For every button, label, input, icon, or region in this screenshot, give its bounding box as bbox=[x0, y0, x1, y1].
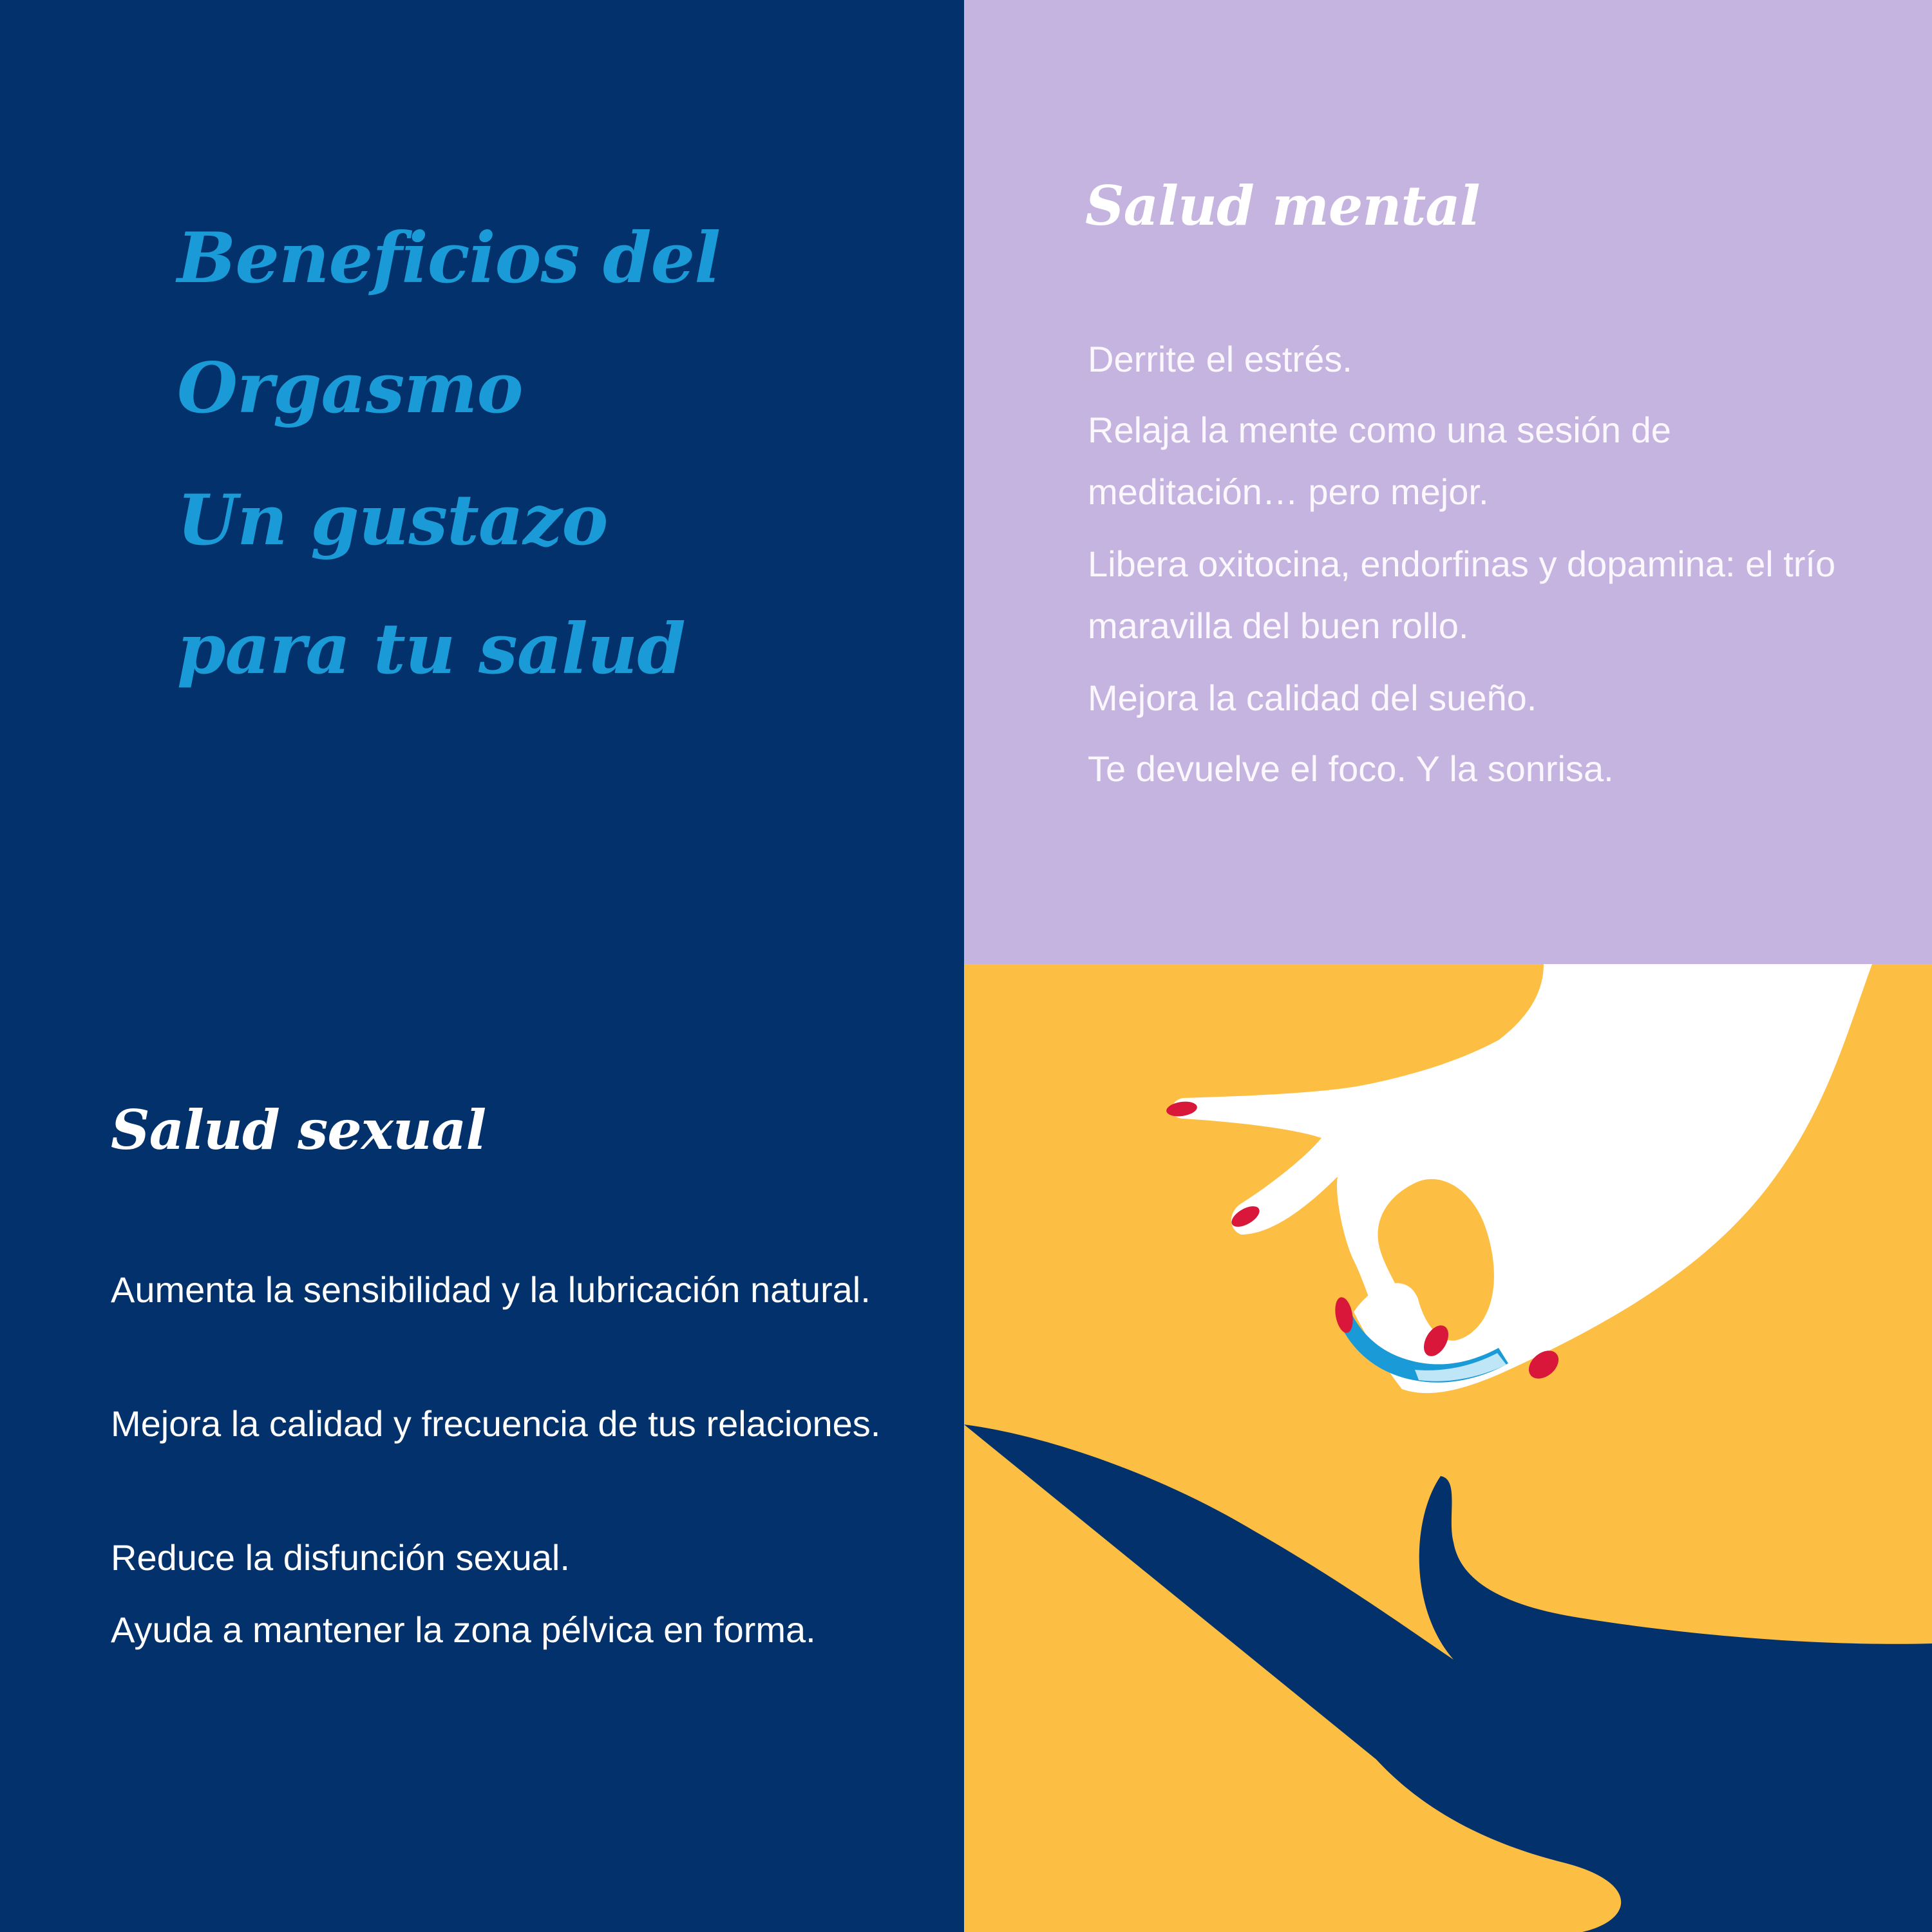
sexual-heading: Salud sexual bbox=[111, 1098, 486, 1162]
list-item: Derrite el estrés. bbox=[1088, 339, 1352, 379]
list-item: Ayuda a mantener la zona pélvica en forma. bbox=[111, 1609, 816, 1650]
list-item: Libera oxitocina, endorfinas y dopamina: el trío maravilla del buen rollo. bbox=[1088, 544, 1836, 646]
title-line-4: para tu salud bbox=[177, 609, 685, 690]
illustration-panel bbox=[964, 964, 1932, 1932]
left-panel bbox=[0, 0, 964, 1932]
title-line-2: Orgasmo bbox=[177, 348, 523, 429]
navy-swoosh-shape bbox=[964, 1425, 1932, 1932]
hand-shape bbox=[1171, 964, 1872, 1393]
list-item: Mejora la calidad y frecuencia de tus relaciones. bbox=[111, 1403, 881, 1444]
mental-panel bbox=[964, 0, 1932, 964]
list-item: Relaja la mente como una sesión de meditación… pero mejor. bbox=[1088, 410, 1671, 512]
title-line-1: Beneficios del bbox=[177, 218, 721, 299]
list-item: Mejora la calidad del sueño. bbox=[1088, 677, 1537, 718]
title-line-3: Un gustazo bbox=[177, 480, 608, 561]
list-item: Te devuelve el foco. Y la sonrisa. bbox=[1088, 748, 1614, 789]
mental-heading: Salud mental bbox=[1085, 174, 1480, 238]
list-item: Aumenta la sensibilidad y la lubricación natural. bbox=[111, 1269, 871, 1310]
list-item: Reduce la disfunción sexual. bbox=[111, 1537, 570, 1578]
hand-holding-ring-illustration bbox=[964, 964, 1932, 1932]
